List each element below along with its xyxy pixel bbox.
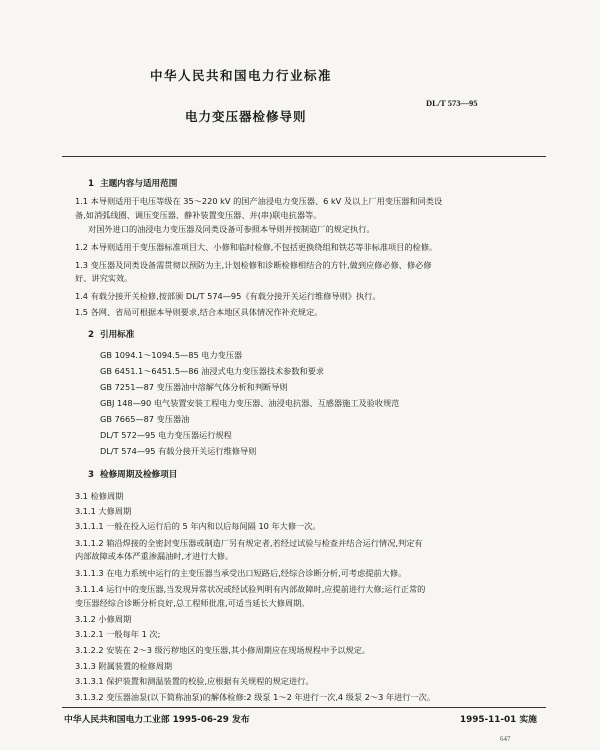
effective-date: 1995-11-01 实施 xyxy=(460,715,537,725)
section-1-heading: 1 主题内容与适用范围 xyxy=(88,179,178,189)
clause-3-1-1: 3.1.1 大修周期 xyxy=(75,506,132,516)
clause-3-1-2-2: 3.1.2.2 安装在 2～3 级污秽地区的变压器,其小修周期应在现场规程中予以规定。 xyxy=(75,645,371,655)
reference-item: GB 7665—87 变压器油 xyxy=(100,414,190,424)
reference-item: GBJ 148—90 电气装置安装工程电力变压器、油浸电抗器、互感器施工及验收规范 xyxy=(100,398,400,408)
publish-date: 中华人民共和国电力工业部 1995-06-29 发布 xyxy=(64,715,250,725)
clause-3-1-1-4: 3.1.1.4 运行中的变压器,当发现异常状况或经试验判明有内部故障时,应提前进行大修;运行正常的 xyxy=(75,584,426,594)
para-1-1-cont: 备,如消弧线圈、调压变压器、静补装置变压器、并(串)联电抗器等。 xyxy=(75,210,322,220)
section-3-heading: 3 检修周期及检修项目 xyxy=(88,470,178,480)
clause-3-1-3-2: 3.1.3.2 变压器油泵(以下简称油泵)的解体检修:2 级泵 1～2 年进行一次,4 级泵 2～3 年进行一次。 xyxy=(75,692,436,702)
clause-3-1-2-1: 3.1.2.1 一般每年 1 次; xyxy=(75,629,161,639)
reference-item: GB 1094.1～1094.5—85 电力变压器 xyxy=(100,350,243,360)
clause-3-1-1-2-cont: 内部故障或本体严重渗漏油时,才进行大修。 xyxy=(75,551,234,561)
clause-3-1-3: 3.1.3 附属装置的检修周期 xyxy=(75,661,173,671)
clause-3-1-1-1: 3.1.1.1 一般在投入运行后的 5 年内和以后每间隔 10 年大修一次。 xyxy=(75,521,321,531)
reference-item: DL/T 574—95 有载分接开关运行维修导则 xyxy=(100,446,257,456)
clause-3-1-2: 3.1.2 小修周期 xyxy=(75,614,132,624)
para-1-4: 1.4 有载分接开关检修,按部颁 DL/T 574—95《有载分接开关运行维修导则》执行。 xyxy=(75,291,381,301)
para-1-5: 1.5 各网、省局可根据本导则要求,结合本地区具体情况作补充规定。 xyxy=(75,307,323,317)
clause-3-1-1-3: 3.1.1.3 在电力系统中运行的主变压器当承受出口短路后,经综合诊断分析,可考虑提前大修。 xyxy=(75,568,407,578)
document-title: 电力变压器检修导则 xyxy=(185,109,307,124)
para-1-1: 1.1 本导则适用于电压等级在 35～220 kV 的国产油浸电力变压器、6 kV 及以上厂用变压器和同类设 xyxy=(75,196,443,206)
reference-item: DL/T 572—95 电力变压器运行规程 xyxy=(100,430,232,440)
reference-item: GB 7251—87 变压器油中溶解气体分析和判断导则 xyxy=(100,382,288,392)
issuing-org-header: 中华人民共和国电力行业标准 xyxy=(150,68,333,83)
clause-3-1-1-2: 3.1.1.2 箱沿焊接的全密封变压器或制造厂另有规定者,若经过试验与检查并结合运行情况,判定有 xyxy=(75,538,423,548)
header-divider xyxy=(62,156,546,157)
clause-3-1: 3.1 检修周期 xyxy=(75,491,124,501)
clause-3-1-1-4-cont: 变压器经综合诊断分析良好,总工程师批准,可适当延长大修周期。 xyxy=(75,598,310,608)
para-1-1-note: 对国外进口的油浸电力变压器及同类设备可参照本导则并按制造厂的规定执行。 xyxy=(88,224,375,234)
para-1-3-cont: 好、讲究实效。 xyxy=(75,273,133,283)
para-1-2: 1.2 本导则适用于变压器标准项目大、小修和临时检修,不包括更换绕组和铁芯等非标准项目的检修。 xyxy=(75,242,438,252)
section-2-heading: 2 引用标准 xyxy=(88,330,135,340)
footer-divider xyxy=(62,707,546,708)
reference-item: GB 6451.1～6451.5—86 油浸式电力变压器技术参数和要求 xyxy=(100,366,325,376)
standard-code: DL/T 573—95 xyxy=(426,98,478,108)
page-number: 647 xyxy=(500,735,511,743)
para-1-3: 1.3 变压器及同类设备需贯彻以预防为主,计划检修和诊断检修相结合的方针,做到应修必修、修必修 xyxy=(75,260,432,270)
clause-3-1-3-1: 3.1.3.1 保护装置和测温装置的校验,应根据有关规程的规定进行。 xyxy=(75,676,314,686)
